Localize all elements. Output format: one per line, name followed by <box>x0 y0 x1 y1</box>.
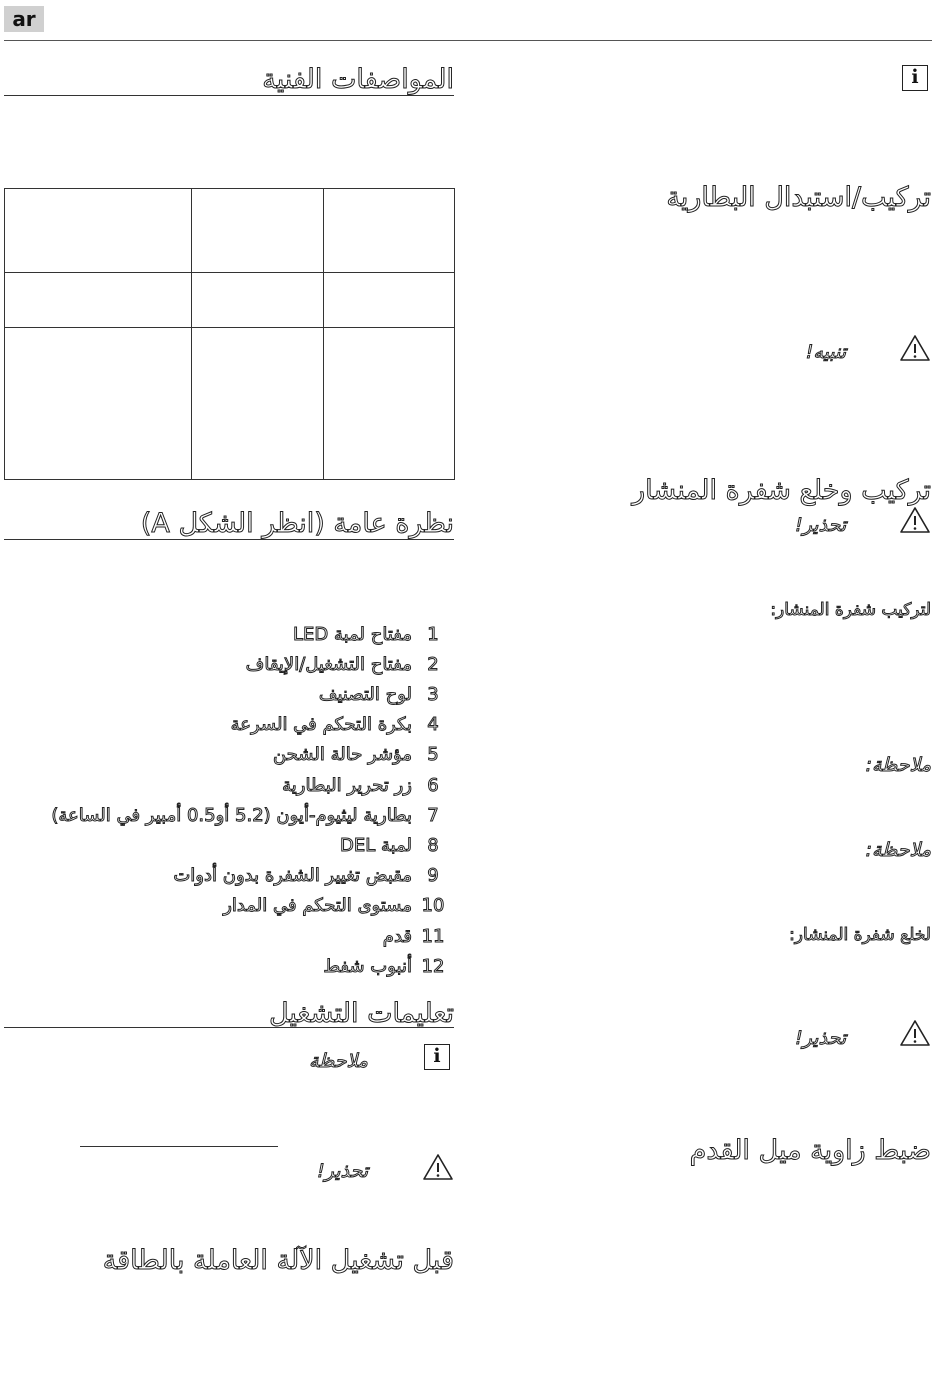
operating-note: ملاحظة <box>308 1050 368 1072</box>
before-start-heading: قبل تشغيل الآلة العاملة بالطاقة <box>102 1245 454 1276</box>
language-badge: ar <box>4 6 44 32</box>
parts-list-item <box>34 741 454 769</box>
part-number: 9 <box>427 865 439 887</box>
parts-list-item <box>34 831 454 859</box>
specs-heading: المواصفات الفنية <box>262 64 454 95</box>
blade-warning: تحذير! <box>795 514 846 536</box>
overview-heading: نظرة عامة (انظر الشكل A) <box>140 508 454 539</box>
parts-list-item <box>34 952 454 980</box>
specs-cell <box>192 273 324 328</box>
parts-list-item <box>34 711 454 739</box>
part-label: مفتاح لمبة LED <box>293 623 412 645</box>
header-rule <box>4 40 932 41</box>
parts-list-item <box>34 680 454 708</box>
bevel-heading: ضبط زاوية ميل القدم <box>689 1135 931 1166</box>
part-number: 8 <box>427 834 439 856</box>
warning-icon <box>899 506 931 534</box>
part-label: قدم <box>382 925 412 947</box>
blade-heading: تركيب وخلع شفرة المنشار <box>632 475 931 506</box>
part-label: بكرة التحكم في السرعة <box>230 714 412 736</box>
part-number: 1 <box>427 623 439 645</box>
note-2: ملاحظة: <box>865 839 931 861</box>
part-number: 2 <box>427 653 439 675</box>
part-label: أنبوب شفط <box>323 955 412 977</box>
warning-icon <box>899 1019 931 1047</box>
part-number: 6 <box>427 774 439 796</box>
part-label: مقبض تغيير الشفرة بدون أدوات <box>173 865 412 887</box>
specs-cell <box>324 189 455 273</box>
info-icon: i <box>902 65 928 91</box>
remove-blade-label: لخلع شفرة المنشار: <box>789 925 931 945</box>
warning-icon <box>422 1153 454 1181</box>
part-label: مستوى التحكم في المدار <box>223 895 412 917</box>
part-label: لمبة DEL <box>340 834 412 856</box>
specs-cell <box>192 328 324 480</box>
install-blade-label: لتركيب شفرة المنشار: <box>770 600 931 620</box>
note-1: ملاحظة: <box>865 754 931 776</box>
part-number: 5 <box>427 744 439 766</box>
specs-heading-rule <box>4 95 454 96</box>
part-label: مفتاح التشغيل/الإيقاف <box>245 653 412 675</box>
part-number: 11 <box>421 925 445 947</box>
part-label: زر تحرير البطارية <box>282 774 412 796</box>
parts-list-item <box>34 801 454 829</box>
parts-list-item <box>34 650 454 678</box>
battery-heading: تركيب/استبدال البطارية <box>666 182 931 213</box>
battery-caution: تنبيه! <box>805 341 846 363</box>
info-icon: i <box>424 1044 450 1070</box>
operating-heading-rule <box>4 1027 454 1028</box>
parts-list-item <box>34 620 454 648</box>
parts-list-item <box>34 862 454 890</box>
operating-warning: تحذير! <box>317 1160 368 1182</box>
warning-icon <box>899 334 931 362</box>
overview-heading-rule <box>4 539 454 540</box>
part-label: مؤشر حالة الشحن <box>272 744 412 766</box>
specs-cell <box>5 273 192 328</box>
remove-warning: تحذير! <box>795 1027 846 1049</box>
specs-table <box>4 188 455 480</box>
part-number: 7 <box>427 804 439 826</box>
operating-heading: تعليمات التشغيل <box>268 998 454 1029</box>
part-number: 3 <box>427 683 439 705</box>
part-number: 12 <box>421 955 445 977</box>
specs-cell <box>192 189 324 273</box>
specs-cell <box>324 328 455 480</box>
part-number: 10 <box>421 895 445 917</box>
parts-list-item <box>34 922 454 950</box>
short-rule <box>80 1146 278 1147</box>
part-label: بطارية ليثيوم-أيون (5.2 أو0.5 أمبير في الساعة) <box>51 804 412 826</box>
specs-cell <box>324 273 455 328</box>
part-number: 4 <box>427 714 439 736</box>
parts-list-item <box>34 771 454 799</box>
part-label: لوح التصنيف <box>318 683 412 705</box>
specs-cell <box>5 328 192 480</box>
parts-list-item <box>34 892 454 920</box>
specs-cell <box>5 189 192 273</box>
